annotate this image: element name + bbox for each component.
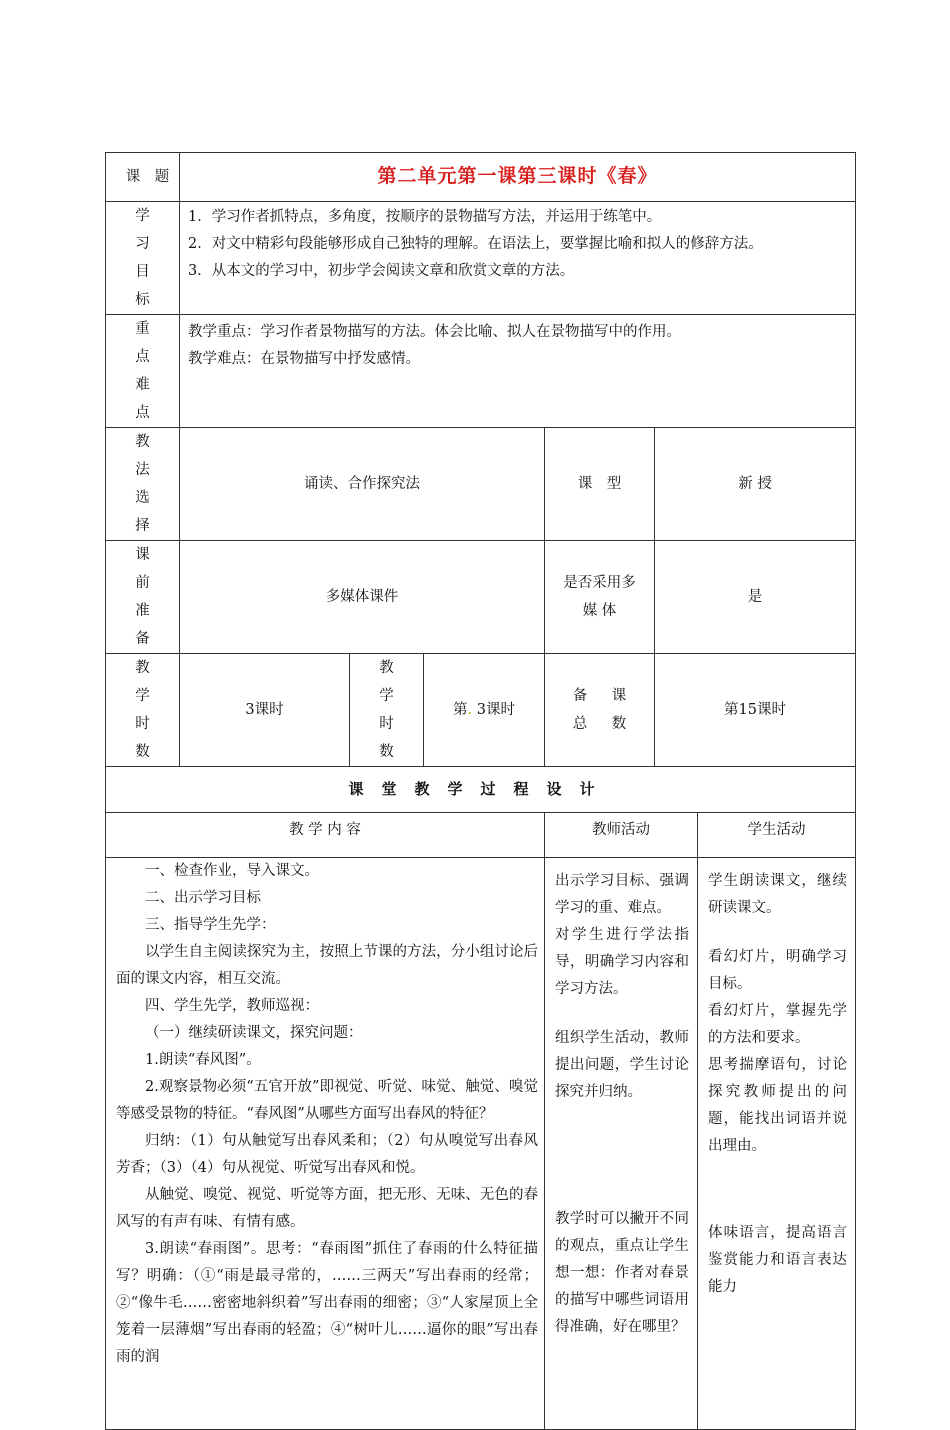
- student-activity-item: 看幻灯片，明确学习目标。: [708, 949, 848, 992]
- student-activity-item: 看幻灯片，掌握先学的方法和要求。: [708, 1003, 848, 1046]
- teacher-activity-item: 对学生进行学法指导，明确学习内容和学习方法。: [555, 927, 689, 997]
- content-paragraph: 四、学生先学，教师巡视：: [145, 998, 319, 1014]
- content-paragraph: 3.朗读“春雨图”。思考：“春雨图”抓住了春雨的什么特征描写？明确：（①“雨是最寻常的，……三两天”写出春雨的经常；②“像牛毛……密密地斜织着”写出春雨的细密；③“人家屋顶上全笼着一层薄烟”写出春雨的轻盈；④“树叶儿……逼你的眼”写出春雨的润: [116, 1241, 538, 1365]
- content-paragraph: 从触觉、嗅觉、视觉、听觉等方面，把无形、无味、无色的春风写的有声有味、有情有感。: [116, 1187, 538, 1230]
- goals-row: [106, 202, 856, 315]
- key-points-row: [106, 315, 856, 428]
- teacher-activity-item: 出示学习目标、强调学习的重、难点。: [555, 873, 689, 916]
- goals-label: 学 习 目 标: [106, 202, 180, 315]
- teacher-activity-item: 组织学生活动，教师提出问题，学生讨论探究并归纳。: [555, 1030, 689, 1100]
- multimedia-label: 是否采用多 媒 体: [545, 541, 655, 654]
- lesson-title: 第二单元第一课第三课时《春》: [180, 153, 856, 202]
- content-paragraph: 以学生自主阅读探究为主，按照上节课的方法，分小组讨论后面的课文内容，相互交流。: [116, 944, 538, 987]
- content-paragraph: 归纳：（1）句从触觉写出春风柔和；（2）句从嗅觉写出春风芳香；（3）（4）句从视觉、听觉写出春风和悦。: [116, 1133, 538, 1176]
- hours-label: 教 学 时 数: [106, 654, 180, 767]
- method-label: 教 法 选 择: [106, 428, 180, 541]
- student-activity-item: 学生朗读课文，继续研读课文。: [708, 873, 848, 916]
- key-point-item: 教学重点：学习作者景物描写的方法。体会比喻、拟人在景物描写中的作用。: [188, 324, 681, 340]
- total-value: 第15课时: [655, 654, 856, 767]
- goal-item: 2．对文中精彩句段能够形成自己独特的理解。在语法上，要掌握比喻和拟人的修辞方法。: [188, 235, 763, 252]
- key-point-item: 教学难点：在景物描写中抒发感情。: [188, 350, 420, 367]
- period-value: 第. 3课时: [424, 654, 545, 767]
- multimedia-value: 是: [655, 541, 856, 654]
- col-content-header: 教 学 内 容: [106, 813, 545, 858]
- method-value: 诵读、合作探究法: [180, 428, 545, 541]
- student-activity-item: 体味语言，提高语言鉴赏能力和语言表达能力: [708, 1225, 848, 1295]
- period-label: 教 学 时 数: [350, 654, 424, 767]
- content-paragraph: （一）继续研读课文，探究问题：: [145, 1025, 363, 1041]
- subject-label: 课 题: [106, 153, 180, 202]
- content-paragraph: 1.朗读“春风图”。: [145, 1052, 261, 1068]
- content-paragraph: 一、检查作业，导入课文。: [145, 863, 319, 879]
- lesson-plan-table: [105, 152, 856, 1430]
- teacher-activity-item: 教学时可以撇开不同的观点，重点让学生想一想：作者对春景的描写中哪些词语用得准确，好在哪里？: [555, 1211, 689, 1335]
- method-row: [106, 428, 856, 541]
- content-paragraph: 三、指导学生先学：: [145, 917, 276, 933]
- process-banner: 课堂教学过程设计: [106, 767, 856, 813]
- goal-item: 3．从本文的学习中，初步学会阅读文章和欣赏文章的方法。: [188, 262, 575, 279]
- process-banner-row: [106, 767, 856, 813]
- student-activity-item: 思考揣摩语句，讨论探究教师提出的问题，能找出词语并说出理由。: [708, 1057, 848, 1154]
- content-paragraph: 2.观察景物必须“五官开放”即视觉、听觉、味觉、触觉、嗅觉等感受景物的特征。“春风图”从哪些方面写出春风的特征？: [116, 1079, 538, 1122]
- goal-item: 1．学习作者抓特点，多角度，按顺序的景物描写方法，并运用于练笔中。: [188, 209, 662, 225]
- key-points-label: 重 点 难 点: [106, 315, 180, 428]
- title-row: [106, 153, 856, 202]
- key-points-cell: [180, 315, 856, 428]
- total-label: 备 课 总 数: [545, 654, 655, 767]
- hours-row: [106, 654, 856, 767]
- type-value: 新 授: [655, 428, 856, 541]
- prep-label: 课 前 准 备: [106, 541, 180, 654]
- type-label: 课 型: [545, 428, 655, 541]
- hours-value: 3课时: [180, 654, 350, 767]
- goals-cell: [180, 202, 856, 315]
- col-student-header: 学生活动: [698, 813, 856, 858]
- content-paragraph: 二、出示学习目标: [145, 890, 261, 906]
- col-teacher-header: 教师活动: [545, 813, 698, 858]
- prep-value: 多媒体课件: [180, 541, 545, 654]
- process-header-row: [106, 813, 856, 858]
- prep-row: [106, 541, 856, 654]
